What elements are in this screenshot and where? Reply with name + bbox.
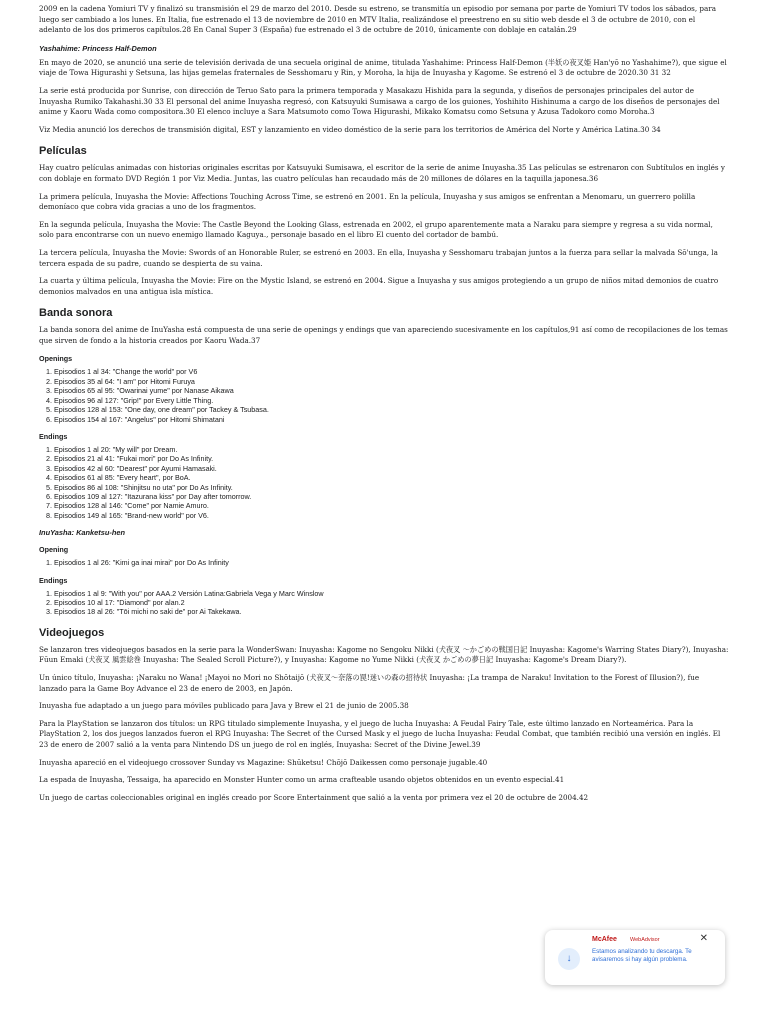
videojuegos-paragraph-2: Un único título, Inuyasha: ¡Naraku no Wana! ¡Mayoi no Mori no Shōtaijō (犬夜叉〜奈落の罠!迷いの森の招待状 Inuyasha: ¡La trampa de Naraku! Invitation to the Forest of Illusion?), fue lanzado para la Game Boy Advance el 23 de enero de 2003, en Japón. <box>39 672 700 693</box>
videojuegos-paragraph-4: Para la PlayStation se lanzaron dos títulos: un RPG titulado simplemente Inuyasha, y el juego de lucha Inuyasha: A Feudal Fairy Tale, este último lanzado en Norteamérica. Para la PlayStation 2, los dos juegos lanzados fueron el RPG Inuyasha: The Secret of the Cursed Mask y el juego de lucha Inuyasha: Feudal Combat, que también recibió una versión en inglés. El 23 de enero de 2007 salió a la venta para Nintendo DS un juego de rol en inglés, Inuyasha: Secret of the Divine Jewel.39 <box>39 718 721 749</box>
list-item: 3. Episodios 18 al 26: "Tōi michi no saki de" por Ai Takekawa. <box>54 607 729 616</box>
section-heading-yashahime: Yashahime: Princess Half-Demon <box>39 43 157 53</box>
kanketsu-endings-list <box>39 589 729 617</box>
intro-paragraph: 2009 en la cadena Yomiuri TV y finalizó su transmisión el 29 de marzo del 2010. Desde su estreno, se transmitía un episodio por semana por parte de Yomiuri TV todos los sábados, para luego ser cambiado a los lunes. En Italia, fue estrenado el 13 de noviembre de 2010 en MTV Italia, realizándose el preestreno en su sitio web desde el 3 de octubre de 2010, con el adelanto de los dos primeros capítulos.28 En Canal Super 3 (España) fue estrenado el 3 de octubre de 2010, únicamente con doblaje en catalán.29 <box>39 4 717 35</box>
kanketsu-opening-heading: Opening <box>39 545 69 555</box>
list-item: 2. Episodios 10 al 17: "Diamond" por alan.2 <box>54 598 729 607</box>
videojuegos-paragraph-7: Un juego de cartas coleccionables original en inglés creado por Score Entertainment que salió a la venta por primera vez el 20 de octubre de 2004.42 <box>39 792 589 802</box>
peliculas-paragraph-3: En la segunda película, Inuyasha the Movie: The Castle Beyond the Looking Glass, estrenada en 2002, el grupo aparentemente mata a Naraku para siempre y regresa a su vida normal, solo para encontrarse con un nuevo enemigo llamado Kaguya., personaje basado en el libro El cuento del cortador de bambú. <box>39 219 713 240</box>
list-item: 2. Episodios 21 al 41: "Fukai mori" por Do As Infinity. <box>54 454 729 463</box>
section-heading-kanketsu-hen: InuYasha: Kanketsu-hen <box>39 528 125 538</box>
list-item: 6. Episodios 109 al 127: "Itazurana kiss" por Day after tomorrow. <box>54 492 729 501</box>
download-icon: ↓ <box>558 948 580 970</box>
kanketsu-opening-list <box>39 558 729 567</box>
list-item: 8. Episodios 149 al 165: "Brand-new world" por V6. <box>54 511 729 520</box>
endings-list <box>39 445 729 520</box>
section-heading-peliculas: Películas <box>39 145 87 158</box>
close-icon[interactable]: ✕ <box>699 933 708 944</box>
webadvisor-label: WebAdvisor <box>630 937 660 943</box>
openings-list <box>39 367 729 423</box>
endings-heading: Endings <box>39 431 68 441</box>
list-item: 7. Episodios 128 al 146: "Come" por Namie Amuro. <box>54 501 729 510</box>
notification-message: Estamos analizando tu descarga. Te avisaremos si hay algún problema. <box>592 948 692 964</box>
yashahime-paragraph-1: En mayo de 2020, se anunció una serie de televisión derivada de una secuela original de anime, titulada Yashahime: Princess Half-Demon (半妖の夜叉姫 Han'yō no Yashahime?), que sigue el viaje de Towa Higurashi y Setsuna, las hijas gemelas fraternales de Sesshomaru y Rin, y Moroha, la hija de Inuyasha y Kagome. Se estrenó el 3 de octubre de 2020.30 31 32 <box>39 57 727 78</box>
videojuegos-paragraph-1: Se lanzaron tres videojuegos basados en la serie para la WonderSwan: Inuyasha: Kagome no Sengoku Nikki (犬夜叉 〜かごめの戦国日記 Inuyasha: Kagome's Warring States Diary?), Inuyasha: Fūun Emaki (犬夜叉 風雲絵巻 Inuyasha: The Sealed Scroll Picture?), y Inuyasha: Kagome no Yume Nikki (犬夜叉 かごめの夢日記 Inuyasha: Kagome's Dream Diary?). <box>39 644 729 665</box>
list-item: 3. Episodios 65 al 95: "Owarinai yume" por Nanase Aikawa <box>54 386 729 395</box>
yashahime-paragraph-2: La serie está producida por Sunrise, con dirección de Teruo Sato para la primera temporada y Masakazu Hishida para la segunda, y diseños de personajes principales del autor de Inuyasha Rumiko Takahashi.30 33 El personal del anime Inuyasha regresó, con Katsuyuki Sumisawa a cargo de los guiones, Yoshihito Hishinuma a cargo de los diseños de personajes del anime y Kaoru Wada como compositora.30 El elenco incluye a Sara Matsumoto como Towa Higurashi, Mikako Komatsu como Setsuna y Azusa Tadokoro como Moroha.3 <box>39 85 720 117</box>
list-item: 1. Episodios 1 al 34: "Change the world" por V6 <box>54 367 729 376</box>
list-item: 6. Episodios 154 al 167: "Angelus" por Hitomi Shimatani <box>54 415 729 424</box>
list-item: 4. Episodios 96 al 127: "Grip!" por Every Little Thing. <box>54 396 729 405</box>
list-item: 1. Episodios 1 al 26: "Kimi ga inai mirai" por Do As Infinity <box>54 558 729 567</box>
banda-paragraph: La banda sonora del anime de InuYasha está compuesta de una serie de openings y endings que van apareciendo sucesivamente en los capítulos,91 así como de recopilaciones de los temas que sirven de fondo a la historia creados por Kaoru Wada.37 <box>39 325 728 345</box>
list-item: 3. Episodios 42 al 60: "Dearest" por Ayumi Hamasaki. <box>54 464 729 473</box>
videojuegos-paragraph-5: Inuyasha apareció en el videojuego crossover Sunday vs Magazine: Shūketsu! Chōjō Daikessen como personaje jugable.40 <box>39 757 488 767</box>
mcafee-download-notification[interactable] <box>545 930 725 985</box>
peliculas-paragraph-1: Hay cuatro películas animadas con historias originales escritas por Katsuyuki Sumisawa, el escritor de la serie de anime Inuyasha.35 Las películas se estrenaron con Subtítulos en inglés y con doblaje en formato DVD Región 1 por Viz Media. Juntas, las cuatro películas han recaudado más de 20 millones de dólares en la taquilla japonesa.36 <box>39 163 725 183</box>
videojuegos-paragraph-3: Inuyasha fue adaptado a un juego para móviles publicado para Java y Brew el 21 de junio de 2005.38 <box>39 701 409 711</box>
videojuegos-paragraph-6: La espada de Inuyasha, Tessaiga, ha aparecido en Monster Hunter como un arma crafteable usando objetos obtenidos en un evento especial.41 <box>39 775 565 785</box>
section-heading-videojuegos: Videojuegos <box>39 626 105 639</box>
list-item: 1. Episodios 1 al 20: "My will" por Dream. <box>54 445 729 454</box>
list-item: 5. Episodios 86 al 108: "Shinjitsu no uta" por Do As Infinity. <box>54 483 729 492</box>
list-item: 4. Episodios 61 al 85: "Every heart", por BoA. <box>54 473 729 482</box>
openings-heading: Openings <box>39 354 73 364</box>
article-content <box>39 4 729 810</box>
list-item: 5. Episodios 128 al 153: "One day, one dream" por Tackey & Tsubasa. <box>54 405 729 414</box>
list-item: 2. Episodios 35 al 64: "I am" por Hitomi Furuya <box>54 377 729 386</box>
mcafee-logo: McAfee <box>592 936 617 943</box>
list-item: 1. Episodios 1 al 9: "With you" por AAA.2 Versión Latina:Gabriela Vega y Marc Winslow <box>54 589 729 598</box>
yashahime-paragraph-3: Viz Media anunció los derechos de transmisión digital, EST y lanzamiento en video doméstico de la serie para los territorios de América del Norte y América Latina.30 34 <box>39 124 661 134</box>
peliculas-paragraph-2: La primera película, Inuyasha the Movie: Affections Touching Across Time, se estrenó en 2001. En la película, Inuyasha y sus amigos se enfrentan a Menomaru, un guerrero polilla demoníaco que cobra vida gracias a uno de los fragmentos. <box>39 191 696 212</box>
peliculas-paragraph-5: La cuarta y última película, Inuyasha the Movie: Fire on the Mystic Island, se estrenó en 2004. Sigue a Inuyasha y sus amigos protegiendo a un grupo de niños mitad demonios de cuatro demonios malvados en una antigua isla mística. <box>39 276 719 296</box>
kanketsu-endings-heading: Endings <box>39 575 68 585</box>
section-heading-banda-sonora: Banda sonora <box>39 307 113 320</box>
peliculas-paragraph-4: La tercera película, Inuyasha the Movie: Swords of an Honorable Ruler, se estrenó en 2003. En ella, Inuyasha y Sesshomaru trabajan juntos a la fuerza para sellar la malvada Sō'unga, la tercera espada de su padre, cuando se despierta de su vaina. <box>39 247 718 268</box>
